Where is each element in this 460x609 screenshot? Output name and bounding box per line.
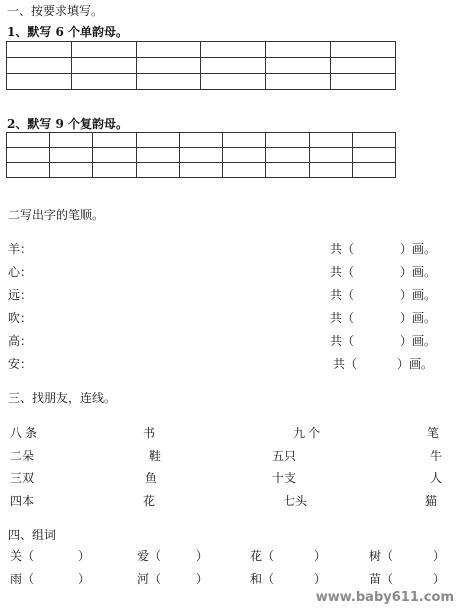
grid-cell[interactable]: [136, 58, 201, 74]
stroke-count-open: 共（: [330, 334, 355, 348]
match-quantity-left[interactable]: 二朵: [10, 449, 35, 463]
grid-cell[interactable]: [50, 133, 93, 148]
stroke-count-close: ）画。: [400, 334, 437, 348]
grid-cell[interactable]: [223, 133, 266, 148]
grid-cell[interactable]: [201, 58, 266, 74]
word-group-open: （: [381, 572, 394, 586]
grid-cell[interactable]: [352, 133, 395, 148]
grid-cell[interactable]: [179, 148, 222, 163]
grid-cell[interactable]: [136, 148, 179, 163]
grid-cell[interactable]: [266, 148, 309, 163]
stroke-row-char: 吹：: [8, 311, 33, 325]
word-group-open: （: [149, 572, 162, 586]
match-noun-left[interactable]: 鱼: [145, 471, 158, 485]
grid-cell[interactable]: [71, 58, 136, 74]
grid-cell[interactable]: [331, 42, 396, 58]
grid-cell[interactable]: [136, 163, 179, 178]
grid-cell[interactable]: [7, 148, 50, 163]
grid-cell[interactable]: [71, 74, 136, 90]
word-group-close: ）: [314, 572, 327, 586]
stroke-count-open: 共（: [333, 357, 358, 371]
word-group-open: （: [22, 549, 35, 563]
grid-cell[interactable]: [71, 42, 136, 58]
section2-title: 二写出字的笔顺。: [8, 208, 105, 222]
word-group-char: 爱: [137, 549, 150, 563]
section1-title: 一、按要求填写。: [7, 4, 104, 18]
word-group-char: 苗: [369, 572, 382, 586]
grid-cell[interactable]: [201, 74, 266, 90]
stroke-row-char: 羊：: [8, 242, 33, 256]
match-quantity-right[interactable]: 七头: [283, 494, 308, 508]
word-group-char: 河: [137, 572, 150, 586]
word-group-char: 雨: [10, 572, 23, 586]
stroke-count-open: 共（: [330, 288, 355, 302]
match-noun-right[interactable]: 牛: [430, 449, 443, 463]
grid-cell[interactable]: [266, 133, 309, 148]
grid-cell[interactable]: [223, 148, 266, 163]
stroke-row-char: 安：: [8, 357, 33, 371]
grid-cell[interactable]: [7, 42, 72, 58]
grid-cell[interactable]: [201, 42, 266, 58]
word-group-close: ）: [314, 549, 327, 563]
grid-cell[interactable]: [179, 133, 222, 148]
stroke-count-close: ）画。: [400, 265, 437, 279]
grid-cell[interactable]: [266, 42, 331, 58]
stroke-count-close: ）画。: [400, 288, 437, 302]
stroke-row-char: 高：: [8, 334, 33, 348]
stroke-count-open: 共（: [330, 311, 355, 325]
grid-cell[interactable]: [331, 74, 396, 90]
grid-cell[interactable]: [50, 148, 93, 163]
stroke-count-open: 共（: [330, 265, 355, 279]
match-noun-left[interactable]: 书: [143, 426, 156, 440]
grid-cell[interactable]: [7, 74, 72, 90]
word-group-close: ）: [78, 572, 91, 586]
grid-cell[interactable]: [223, 163, 266, 178]
grid-cell[interactable]: [331, 58, 396, 74]
grid-cell[interactable]: [179, 163, 222, 178]
match-noun-right[interactable]: 笔: [427, 426, 440, 440]
word-group-char: 花: [250, 549, 263, 563]
word-group-char: 树: [369, 549, 382, 563]
grid-cell[interactable]: [352, 148, 395, 163]
grid-cell[interactable]: [136, 42, 201, 58]
match-noun-left[interactable]: 花: [143, 494, 156, 508]
grid-cell[interactable]: [93, 133, 136, 148]
match-quantity-left[interactable]: 四本: [10, 494, 35, 508]
word-group-open: （: [381, 549, 394, 563]
grid-cell[interactable]: [136, 74, 201, 90]
match-quantity-right[interactable]: 五只: [272, 449, 297, 463]
grid-cell[interactable]: [266, 58, 331, 74]
site-watermark: www.baby611.com: [315, 590, 454, 605]
section3-title: 三、找朋友，连线。: [8, 391, 117, 405]
stroke-count-close: ）画。: [400, 242, 437, 256]
grid-cell[interactable]: [93, 163, 136, 178]
match-noun-right[interactable]: 人: [430, 471, 443, 485]
grid-cell[interactable]: [7, 163, 50, 178]
stroke-count-close: ）画。: [400, 311, 437, 325]
word-group-close: ）: [433, 572, 446, 586]
question1-label: 1、默写 6 个单韵母。: [7, 25, 129, 39]
grid-cell[interactable]: [136, 133, 179, 148]
match-noun-right[interactable]: 猫: [425, 494, 438, 508]
stroke-row-char: 心：: [8, 265, 33, 279]
word-group-close: ）: [433, 549, 446, 563]
stroke-row-char: 远：: [8, 288, 33, 302]
word-group-open: （: [22, 572, 35, 586]
stroke-count-open: 共（: [330, 242, 355, 256]
grid-cell[interactable]: [7, 133, 50, 148]
match-quantity-left[interactable]: 八条: [10, 426, 41, 440]
grid-cell[interactable]: [50, 163, 93, 178]
grid-cell[interactable]: [93, 148, 136, 163]
section4-title: 四、组词: [8, 528, 57, 542]
word-group-close: ）: [78, 549, 91, 563]
grid-cell[interactable]: [266, 163, 309, 178]
word-group-open: （: [262, 572, 275, 586]
match-noun-left[interactable]: 鞋: [149, 449, 162, 463]
grid-cell[interactable]: [309, 133, 352, 148]
word-group-char: 关: [10, 549, 23, 563]
match-quantity-right[interactable]: 九个: [293, 426, 324, 440]
grid-cell[interactable]: [266, 74, 331, 90]
match-quantity-right[interactable]: 十支: [272, 471, 297, 485]
stroke-count-close: ）画。: [397, 357, 434, 371]
grid-cell[interactable]: [352, 163, 395, 178]
word-group-close: ）: [196, 572, 209, 586]
grid-cell[interactable]: [309, 163, 352, 178]
grid-cell[interactable]: [7, 58, 72, 74]
single-vowel-writing-grid: [6, 41, 396, 90]
question2-label: 2、默写 9 个复韵母。: [7, 117, 129, 131]
word-group-open: （: [149, 549, 162, 563]
match-quantity-left[interactable]: 三双: [10, 471, 35, 485]
grid-cell[interactable]: [309, 148, 352, 163]
word-group-char: 和: [250, 572, 263, 586]
word-group-open: （: [262, 549, 275, 563]
word-group-close: ）: [196, 549, 209, 563]
compound-vowel-writing-grid: [6, 132, 396, 178]
